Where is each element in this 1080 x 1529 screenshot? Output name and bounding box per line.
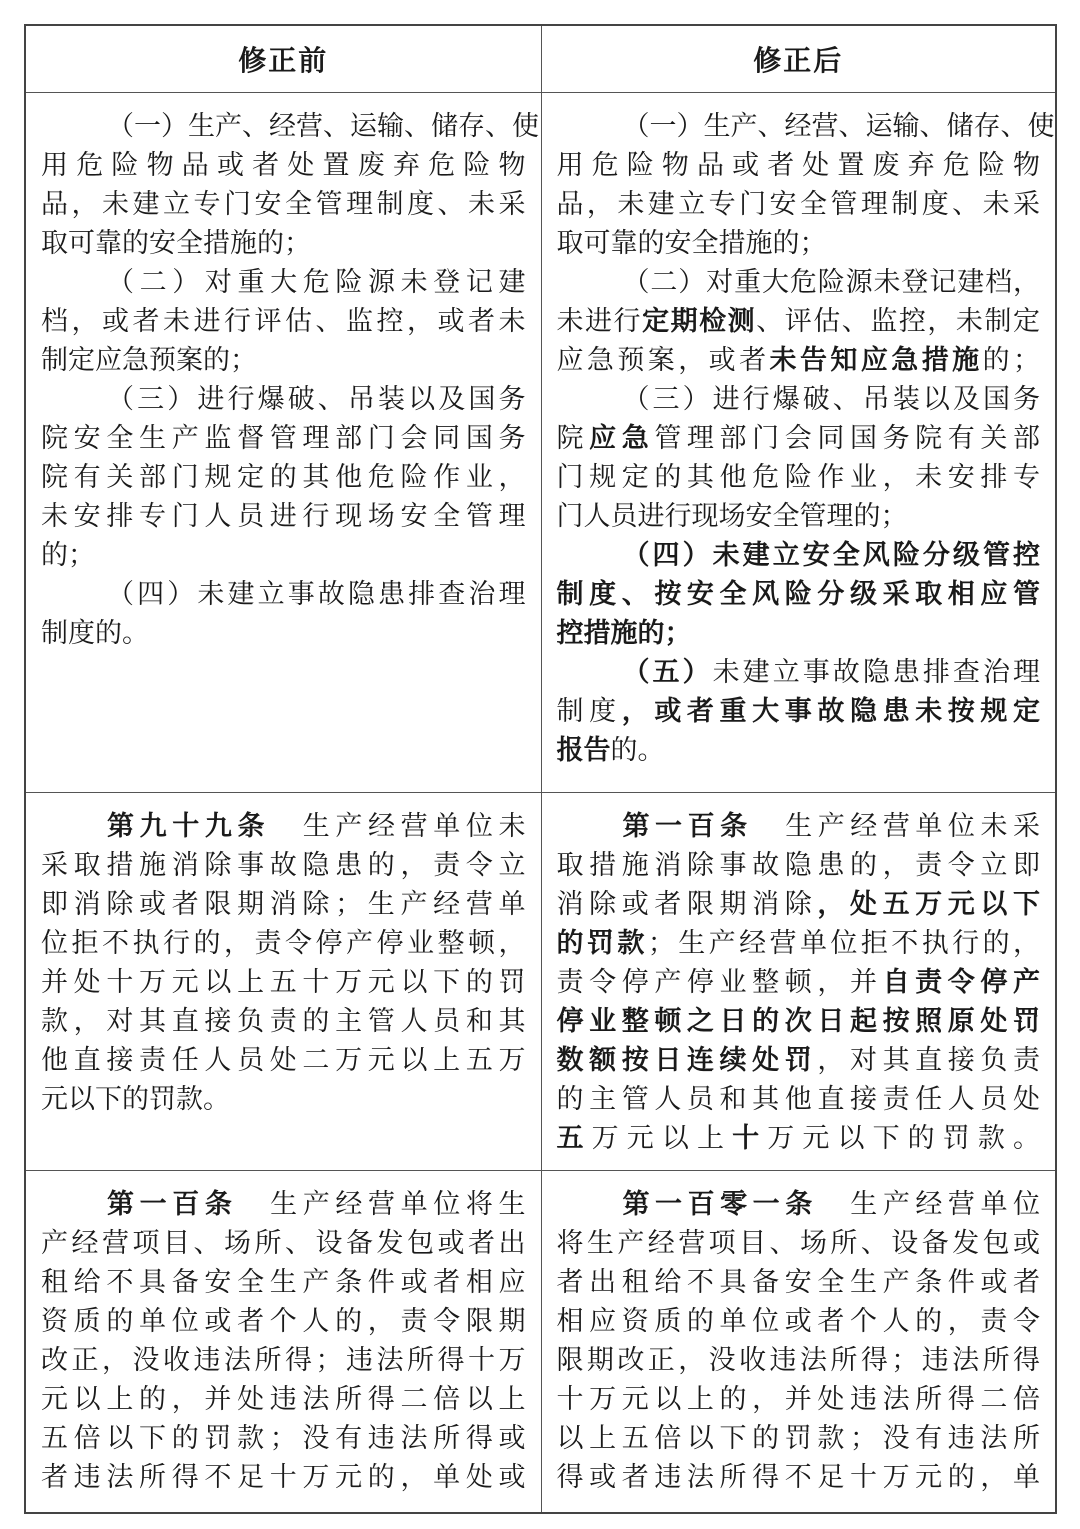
text-line [557, 575, 1041, 614]
table-row [26, 92, 1055, 792]
text-segment: 将生产经营项目、场所、设备发包或 [556, 1228, 1040, 1259]
text-segment: 改正，没收违法所得；违法所得十万 [41, 1345, 526, 1376]
text-line [557, 692, 1041, 731]
text-segment: 的主管人员和其他直接责任人员处 [556, 1084, 1040, 1115]
text-segment: 制定应急预案的； [41, 345, 257, 376]
text-segment: 相应资质的单位或者个人的，责令 [556, 1306, 1040, 1337]
text-segment: 责令停产停业整顿，并 [556, 967, 883, 998]
amended-text: 第一百条 [622, 811, 753, 842]
amended-text: 数额按日连续处罚 [556, 1045, 818, 1076]
text-line [41, 1380, 526, 1419]
text-line [557, 302, 1041, 341]
text-segment: 取可靠的安全措施的； [41, 228, 311, 259]
text-segment: 取措施消除事故隐患的，责令立即 [556, 850, 1040, 881]
text-segment: 即消除或者限期消除；生产经营单 [41, 889, 526, 920]
text-segment: （四）未建立事故隐患排查治理 [107, 579, 526, 610]
text-line [41, 146, 526, 185]
amended-text: 自责令停产 [882, 967, 1041, 998]
text-segment: （二）对重大危险源未登记建档， [622, 267, 1040, 298]
text-segment: 、评估、监控，未制定 [756, 306, 1040, 337]
text-line [557, 419, 1041, 458]
text-line [557, 731, 1041, 770]
text-line [557, 1263, 1041, 1302]
text-line [557, 1341, 1041, 1380]
text-segment: （三）进行爆破、吊装以及国务 [622, 384, 1040, 415]
text-segment: 元以下的罚款。 [41, 1084, 230, 1115]
text-line [557, 497, 1041, 536]
text-line [557, 846, 1041, 885]
text-line [557, 653, 1041, 692]
text-segment: 用危险物品或者处置废弃危险物 [41, 150, 526, 181]
text-segment: 门规定的其他危险作业，未安排专 [556, 462, 1040, 493]
amended-text: 报告 [556, 735, 611, 766]
text-line [557, 1185, 1041, 1224]
text-line [557, 185, 1041, 224]
text-line [41, 497, 526, 536]
text-segment: 万元以下的罚款。 [767, 1123, 1041, 1154]
text-line [41, 963, 526, 1002]
text-line [41, 1002, 526, 1041]
text-line [41, 1341, 526, 1380]
amended-text: 控措施的； [556, 618, 692, 649]
amended-text: 第一百条 [107, 1189, 238, 1220]
amended-text: （四）未建立安全风险分级管控 [622, 540, 1040, 571]
amended-text: ，或者重大事故隐患未按规定 [621, 696, 1041, 727]
cell-after [541, 793, 1056, 1170]
text-segment: 院有关部门规定的其他危险作业， [41, 462, 526, 493]
amended-text: 的罚款 [556, 928, 648, 959]
text-line [557, 885, 1041, 924]
text-segment: 生产经营单位 [817, 1189, 1040, 1220]
text-line [41, 341, 526, 380]
text-line [557, 1119, 1041, 1158]
text-line [41, 1458, 526, 1497]
text-segment: 档，或者未进行评估、监控，或者未 [41, 306, 526, 337]
text-segment: 用危险物品或者处置废弃危险物 [556, 150, 1040, 181]
text-line [41, 807, 526, 846]
text-line [557, 1041, 1041, 1080]
amended-text: 五 [556, 1123, 592, 1154]
text-line [557, 807, 1041, 846]
text-segment: 生产经营单位将生 [237, 1189, 526, 1220]
text-line [557, 1458, 1041, 1497]
text-line [557, 1380, 1041, 1419]
text-line [557, 1002, 1041, 1041]
text-line [557, 1302, 1041, 1341]
text-line [557, 263, 1041, 302]
text-segment: 品，未建立专门安全管理制度、未采 [556, 189, 1040, 220]
text-segment: 未建立事故隐患排查治理 [712, 657, 1041, 688]
text-segment: 资质的单位或者个人的，责令限期 [41, 1306, 526, 1337]
text-segment: 院 [556, 423, 590, 454]
text-segment: （二）对重大危险源未登记建 [107, 267, 526, 298]
text-segment: 万元以上 [591, 1123, 733, 1154]
text-segment: 生产经营单位未采 [752, 811, 1041, 842]
text-line [557, 224, 1041, 263]
text-segment: ；生产经营单位拒不执行的， [647, 928, 1041, 959]
text-line [41, 575, 526, 614]
text-segment: 产经营项目、场所、设备发包或者出 [41, 1228, 526, 1259]
amended-text: 制度、按安全风险分级采取相应管 [556, 579, 1040, 610]
text-segment: 采取措施消除事故隐患的，责令立 [41, 850, 526, 881]
text-line [557, 963, 1041, 1002]
text-line [557, 1224, 1041, 1263]
cell-before [26, 1171, 541, 1512]
text-line [557, 924, 1041, 963]
text-line [557, 536, 1041, 575]
text-segment: 并处十万元以上五十万元以下的罚 [41, 967, 526, 998]
text-segment: 款，对其直接负责的主管人员和其 [41, 1006, 526, 1037]
text-line [41, 419, 526, 458]
text-segment: 消除或者限期消除 [556, 889, 818, 920]
text-segment: 管理部门会同国务院有关部 [654, 423, 1041, 454]
text-line [41, 614, 526, 653]
text-segment: 取可靠的安全措施的； [556, 228, 827, 259]
text-line [557, 1080, 1041, 1119]
text-segment: 的； [41, 540, 95, 571]
header-before: 修正前 [238, 44, 329, 77]
amended-text: 十 [732, 1123, 768, 1154]
text-segment: 他直接责任人员处二万元以上五万 [41, 1045, 526, 1076]
text-line [41, 263, 526, 302]
amended-text: （五） [622, 657, 713, 688]
amended-text: 停业整顿之日的次日起按照原处罚 [556, 1006, 1040, 1037]
text-segment: 门人员进行现场安全管理的； [556, 501, 908, 532]
text-line [41, 1185, 526, 1224]
text-line [41, 924, 526, 963]
amended-text: 未告知应急措施 [769, 345, 983, 376]
text-line [557, 458, 1041, 497]
text-line [557, 1419, 1041, 1458]
text-line [557, 614, 1041, 653]
text-segment: 未安排专门人员进行现场安全管理 [41, 501, 526, 532]
text-line [41, 1263, 526, 1302]
amendment-comparison-table [24, 24, 1057, 1514]
cell-after [541, 1171, 1056, 1512]
text-line [41, 1041, 526, 1080]
amended-text: 定期检测 [642, 306, 757, 337]
text-line [557, 380, 1041, 419]
amended-text: 第一百零一条 [622, 1189, 818, 1220]
text-segment: 未进行 [556, 306, 643, 337]
amended-text: 应急 [589, 423, 655, 454]
text-segment: 元以上的，并处违法所得二倍以上 [41, 1384, 526, 1415]
text-segment: 者违法所得不足十万元的，单处或 [41, 1462, 526, 1493]
text-segment: （三）进行爆破、吊装以及国务 [107, 384, 526, 415]
cell-after [541, 93, 1056, 792]
text-line [41, 846, 526, 885]
text-segment: 者出租给不具备安全生产条件或者 [556, 1267, 1040, 1298]
text-segment: （一）生产、经营、运输、储存、使 [622, 111, 1055, 142]
text-line [41, 107, 539, 146]
text-line [41, 1302, 526, 1341]
text-segment: 的。 [610, 735, 665, 766]
text-line [41, 458, 526, 497]
text-segment: ，对其直接负责 [817, 1045, 1041, 1076]
text-line [41, 885, 526, 924]
text-line [41, 1080, 526, 1119]
text-segment: 生产经营单位未 [270, 811, 526, 842]
text-line [41, 185, 526, 224]
text-line [41, 1224, 526, 1263]
cell-before [26, 793, 541, 1170]
amended-text: 第九十九条 [107, 811, 271, 842]
text-segment: 应急预案，或者 [556, 345, 770, 376]
text-segment: 位拒不执行的，责令停产停业整顿， [41, 928, 526, 959]
text-segment: 得或者违法所得不足十万元的，单 [556, 1462, 1040, 1493]
text-segment: 租给不具备安全生产条件或者相应 [41, 1267, 526, 1298]
text-segment: 品，未建立专门安全管理制度、未采 [41, 189, 526, 220]
text-line [557, 146, 1041, 185]
text-segment: 制度的。 [41, 618, 149, 649]
text-line [557, 107, 1055, 146]
text-line [41, 224, 526, 263]
text-segment: 的； [982, 345, 1041, 376]
text-segment: 限期改正，没收违法所得；违法所得 [556, 1345, 1040, 1376]
text-segment: 制度 [556, 696, 622, 727]
text-segment: （一）生产、经营、运输、储存、使 [107, 111, 539, 142]
text-line [41, 380, 526, 419]
text-segment: 院安全生产监督管理部门会同国务 [41, 423, 526, 454]
table-row [26, 792, 1055, 1170]
table-row [26, 1170, 1055, 1512]
text-segment: 以上五倍以下的罚款；没有违法所 [556, 1423, 1040, 1454]
text-line [41, 536, 526, 575]
text-line [41, 1419, 526, 1458]
text-segment: 十万元以上的，并处违法所得二倍 [556, 1384, 1040, 1415]
amended-text: ，处五万元以下 [817, 889, 1041, 920]
text-line [557, 341, 1041, 380]
cell-before [26, 93, 541, 792]
header-row [26, 26, 1055, 92]
text-line [41, 302, 526, 341]
text-segment: 五倍以下的罚款；没有违法所得或 [41, 1423, 526, 1454]
header-after: 修正后 [541, 26, 1056, 92]
